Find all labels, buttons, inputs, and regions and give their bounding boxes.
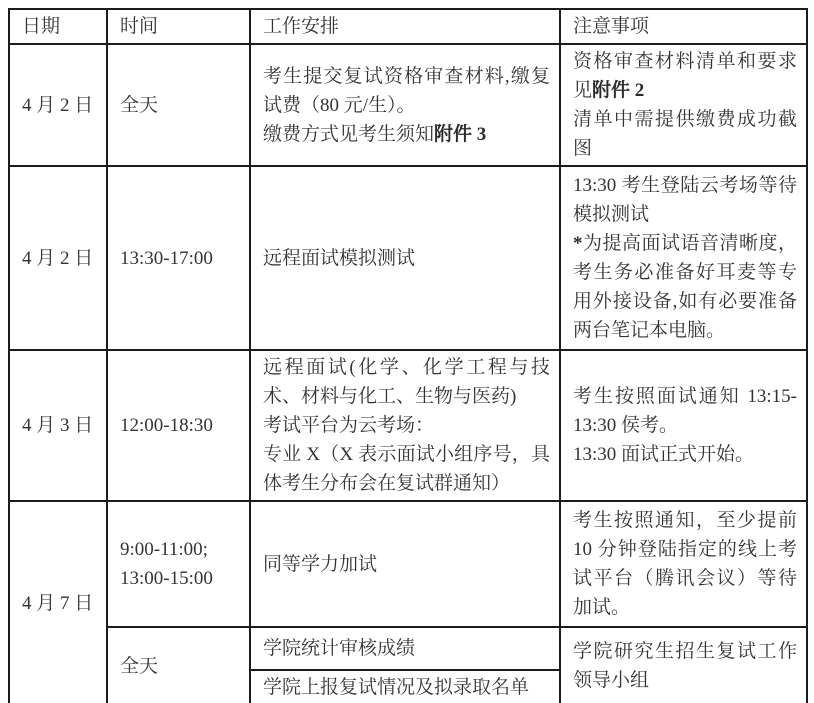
work-paragraph: 专业 X（X 表示面试小组序号，具体考生分布会在复试群通知） [263,444,550,494]
notes-paragraph: 考生按照面试通知 13:15-13:30 侯考。 [573,386,797,436]
work-paragraph: 学院统计审核成绩 [263,638,416,659]
cell-time: 13:30-17:00 [107,166,250,350]
work-paragraph: 考试平台为云考场： [263,415,435,436]
cell-date: 4 月 7 日 [9,501,107,703]
cell-time [107,501,250,627]
header-date: 日期 [9,9,107,44]
time-line: 13:00-15:00 [120,568,213,589]
work-paragraph: 远程面试模拟测试 [263,247,416,269]
cell-work [250,44,560,166]
cell-date: 4 月 2 日 [9,44,107,166]
text-run: 缴费方式见考生须知 [263,123,435,145]
cell-date: 4 月 2 日 [9,166,107,350]
cell-time: 全天 [107,44,250,166]
text-run: 资格审查材料清单和要求见 [573,51,797,101]
notes-paragraph [573,47,797,105]
header-notes: 注意事项 [560,9,807,44]
table-row-apr3 [9,350,807,501]
header-work: 工作安排 [250,9,560,44]
schedule-table [8,8,808,703]
table-row-apr7-exam [9,501,807,627]
asterisk-marker: * [573,233,583,254]
work-paragraph: 远程面试(化学、化学工程与技术、材料与化工、生物与医药) [263,357,550,407]
attachment-2-ref: 附件 2 [592,80,645,101]
table-row-apr2-afternoon [9,166,807,350]
table-row-apr7-review1 [9,627,807,670]
text-run: 为提高面试语音清晰度，考生务必准备好耳麦等专用外接设备,如有必要准备两台笔记本电脑。 [573,233,797,341]
notes-paragraph: 清单中需提供缴费成功截图 [573,109,797,159]
attachment-3-ref: 附件 3 [434,123,487,145]
header-time: 时间 [107,9,250,44]
cell-work [250,166,560,350]
cell-time: 全天 [107,627,250,703]
work-paragraph: 学院上报复试情况及拟录取名单 [263,677,530,698]
notes-paragraph [573,229,797,345]
cell-work [250,350,560,501]
work-paragraph: 同等学力加试 [263,553,378,575]
table-row-apr2-allday [9,44,807,166]
notes-paragraph: 13:30 面试正式开始。 [573,444,755,465]
cell-work [250,670,560,703]
cell-time: 12:00-18:30 [107,350,250,501]
work-paragraph [263,120,550,149]
cell-work [250,627,560,670]
cell-notes [560,627,807,703]
notes-paragraph: 学院研究生招生复试工作领导小组 [573,641,797,691]
cell-notes [560,501,807,627]
cell-work [250,501,560,627]
work-paragraph: 考生提交复试资格审查材料,缴复试费（80 元/生）。 [263,65,550,116]
cell-notes [560,350,807,501]
table-header-row [9,9,807,44]
cell-date: 4 月 3 日 [9,350,107,501]
cell-notes [560,166,807,350]
cell-notes [560,44,807,166]
notes-paragraph: 13:30 考生登陆云考场等待模拟测试 [573,175,797,225]
notes-paragraph: 考生按照通知，至少提前 10 分钟登陆指定的线上考试平台（腾讯会议）等待加试。 [573,510,797,618]
time-line: 9:00-11:00; [120,539,208,560]
